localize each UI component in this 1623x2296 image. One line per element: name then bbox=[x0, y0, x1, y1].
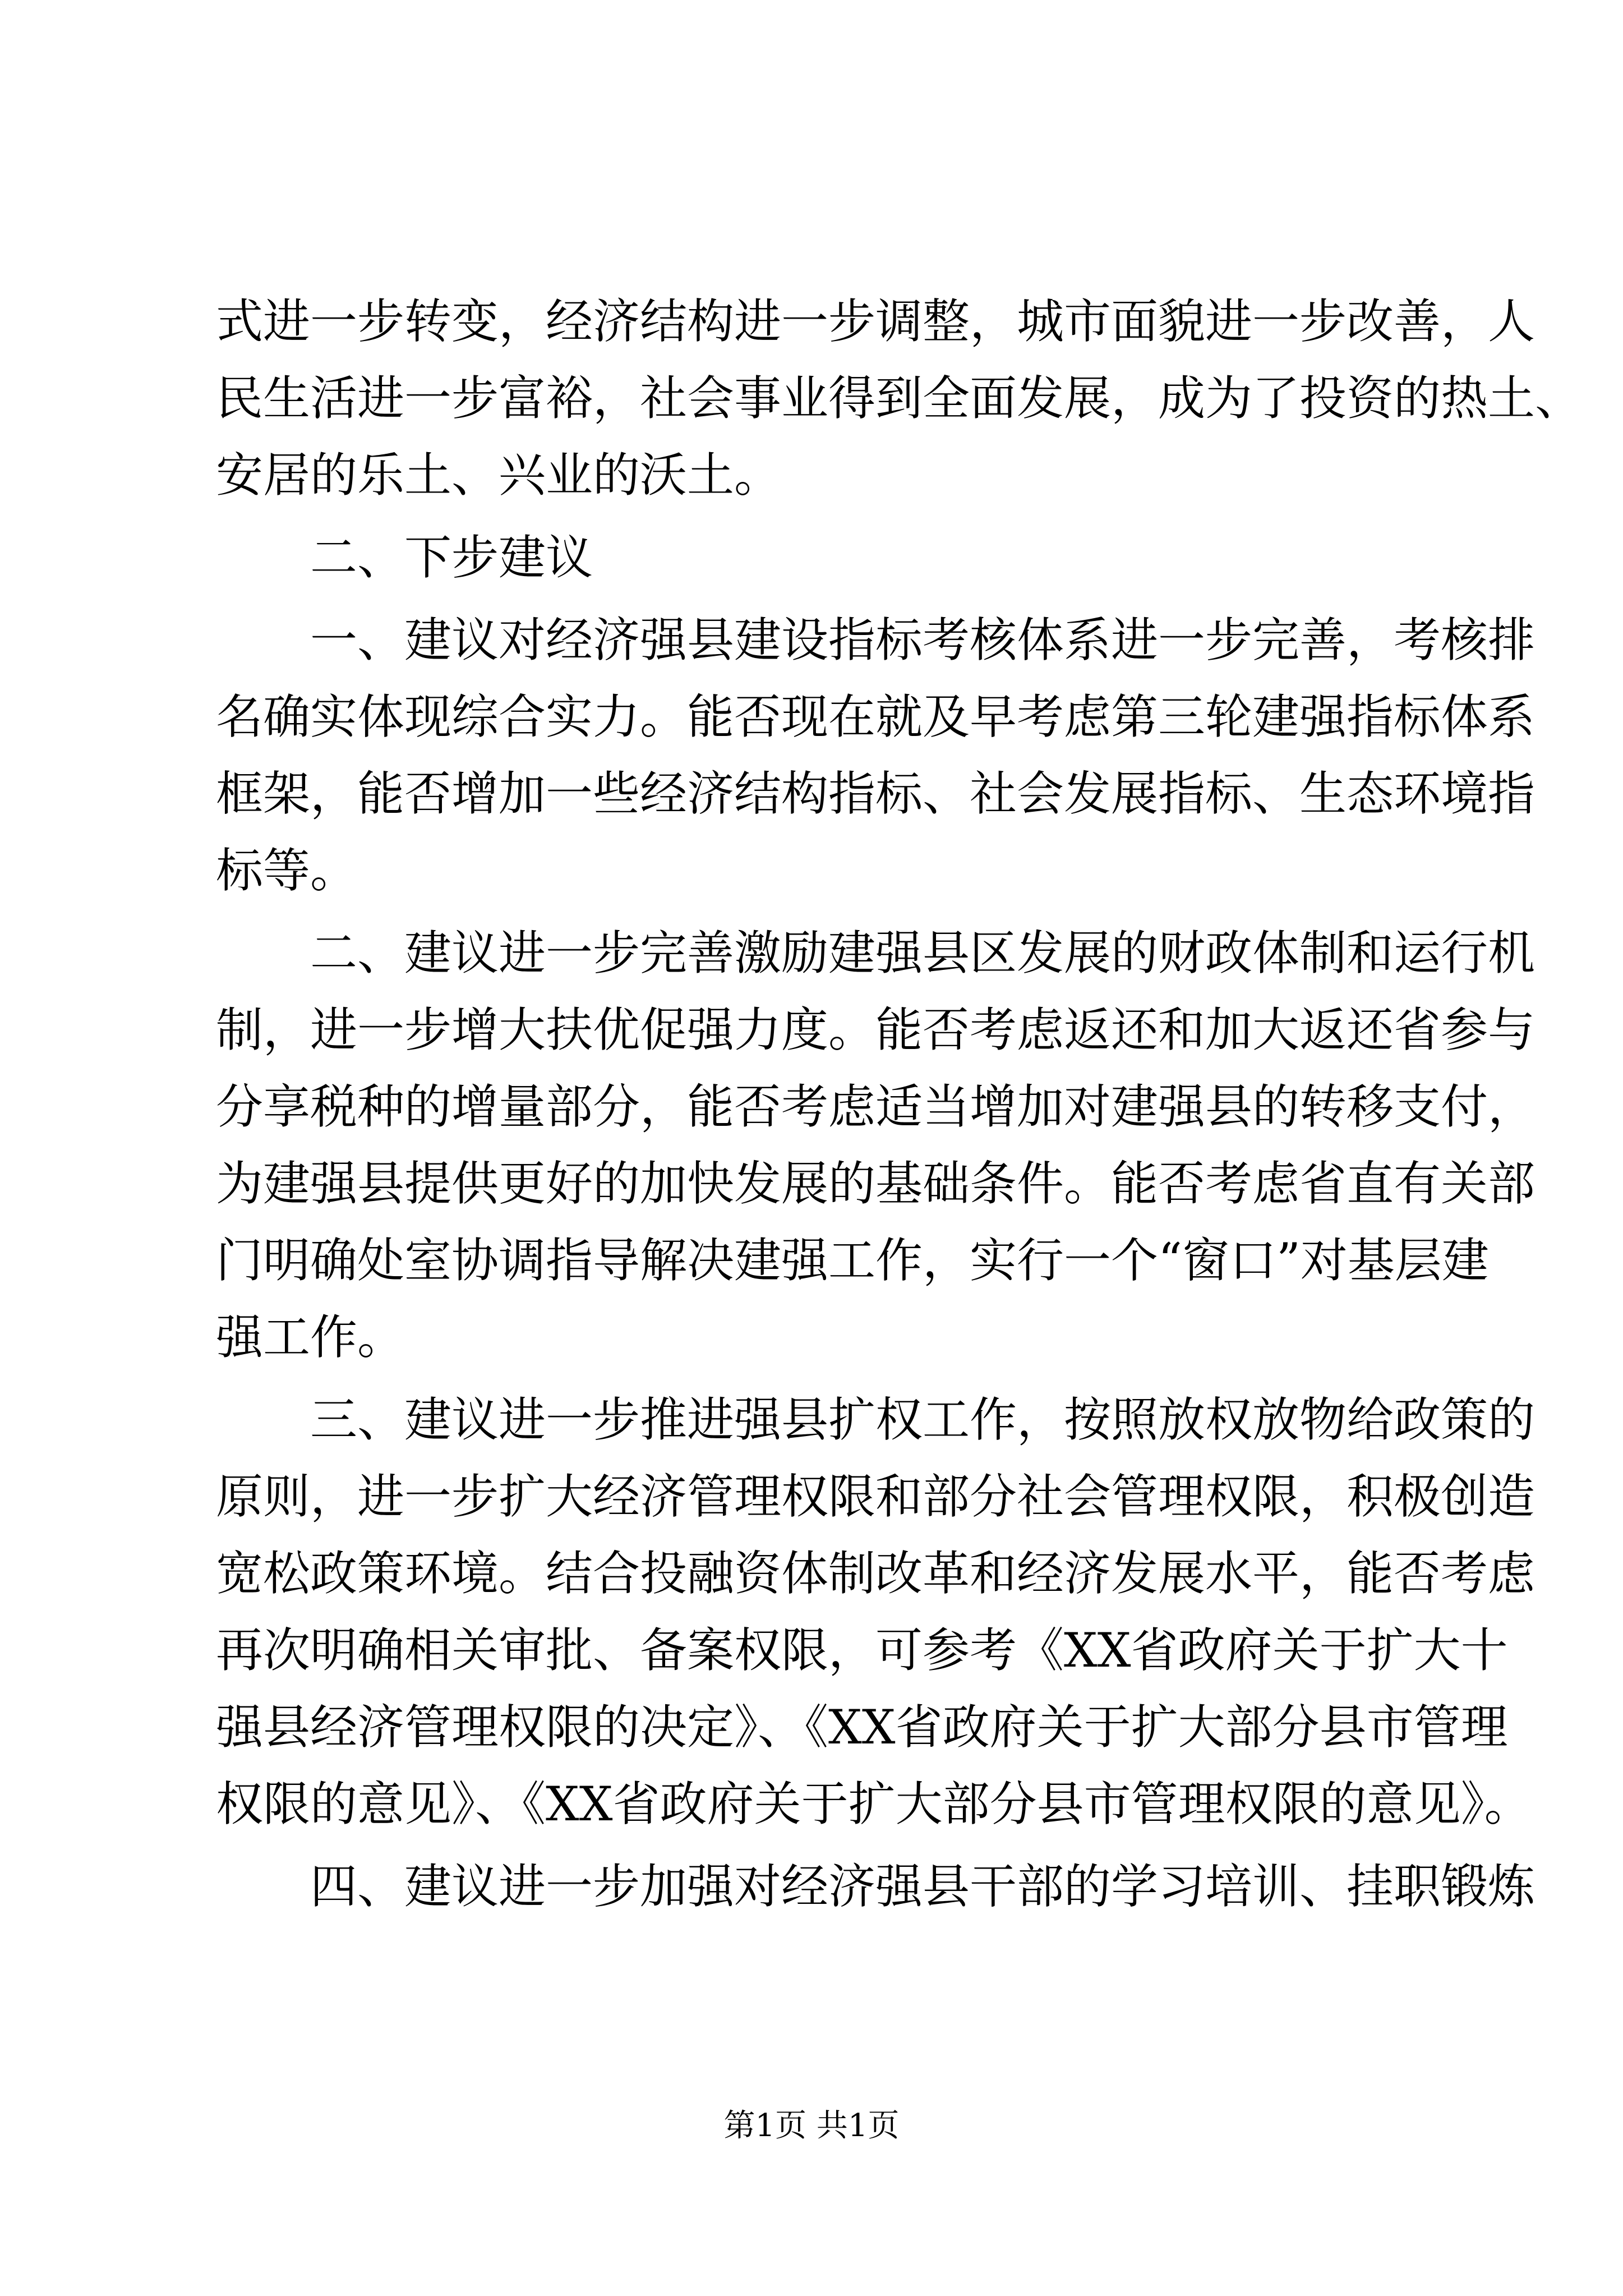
text-line: 标等。 bbox=[216, 843, 358, 898]
section-heading: 二、下步建议 bbox=[310, 530, 593, 585]
section-heading-next-steps bbox=[216, 519, 1422, 596]
paragraph-suggestion-1 bbox=[216, 602, 1536, 909]
text-line: 再次明确相关审批、备案权限，可参考《XX省政府关于扩大十 bbox=[216, 1623, 1508, 1678]
text-line: 权限的意见》、《XX省政府关于扩大部分县市管理权限的意见》。 bbox=[216, 1777, 1532, 1832]
text-line: 名确实体现综合实力。能否现在就及早考虑第三轮建强指标体系 bbox=[216, 689, 1536, 744]
text-line: 为建强县提供更好的加快发展的基础条件。能否考虑省直有关部 bbox=[216, 1156, 1536, 1211]
paragraph-suggestion-4 bbox=[216, 1848, 1536, 1925]
text-line: 分享税种的增量部分，能否考虑适当增加对建强县的转移支付， bbox=[216, 1079, 1536, 1134]
text-line: 原则，进一步扩大经济管理权限和部分社会管理权限，积极创造 bbox=[216, 1469, 1536, 1524]
paragraph-gap bbox=[216, 1376, 1422, 1382]
text-line: 强县经济管理权限的决定》、《XX省政府关于扩大部分县市管理 bbox=[216, 1700, 1508, 1755]
paragraph-gap bbox=[216, 1843, 1422, 1848]
paragraph-gap bbox=[216, 514, 1422, 519]
text-line: 安居的乐土、兴业的沃土。 bbox=[216, 448, 782, 503]
paragraph-gap bbox=[216, 596, 1422, 602]
text-line: 三、建议进一步推进强县扩权工作，按照放权放物给政策的 bbox=[310, 1392, 1536, 1447]
text-line: 二、建议进一步完善激励建强县区发展的财政体制和运行机 bbox=[310, 926, 1536, 981]
paragraph-suggestion-3 bbox=[216, 1382, 1536, 1843]
text-line: 式进一步转变，经济结构进一步调整，城市面貌进一步改善，人 bbox=[216, 294, 1536, 349]
text-line: 制，进一步增大扶优促强力度。能否考虑返还和加大返还省参与 bbox=[216, 1002, 1536, 1057]
text-line: 四、建议进一步加强对经济强县干部的学习培训、挂职锻炼 bbox=[310, 1859, 1536, 1914]
text-line: 框架，能否增加一些经济结构指标、社会发展指标、生态环境指 bbox=[216, 766, 1536, 821]
text-line: 民生活进一步富裕，社会事业得到全面发展，成为了投资的热土、 bbox=[216, 371, 1583, 426]
paragraph-suggestion-2 bbox=[216, 915, 1536, 1376]
document-body bbox=[216, 283, 1583, 1925]
page-footer: 第1页 共1页 bbox=[723, 2108, 900, 2144]
text-line: 门明确处室协调指导解决建强工作，实行一个“窗口”对基层建 bbox=[216, 1233, 1489, 1288]
text-line: 一、建议对经济强县建设指标考核体系进一步完善，考核排 bbox=[310, 613, 1536, 668]
paragraph-gap bbox=[216, 909, 1422, 915]
text-line: 宽松政策环境。结合投融资体制改革和经济发展水平，能否考虑 bbox=[216, 1546, 1536, 1601]
text-line: 强工作。 bbox=[216, 1310, 405, 1365]
paragraph-development-summary bbox=[216, 283, 1583, 514]
